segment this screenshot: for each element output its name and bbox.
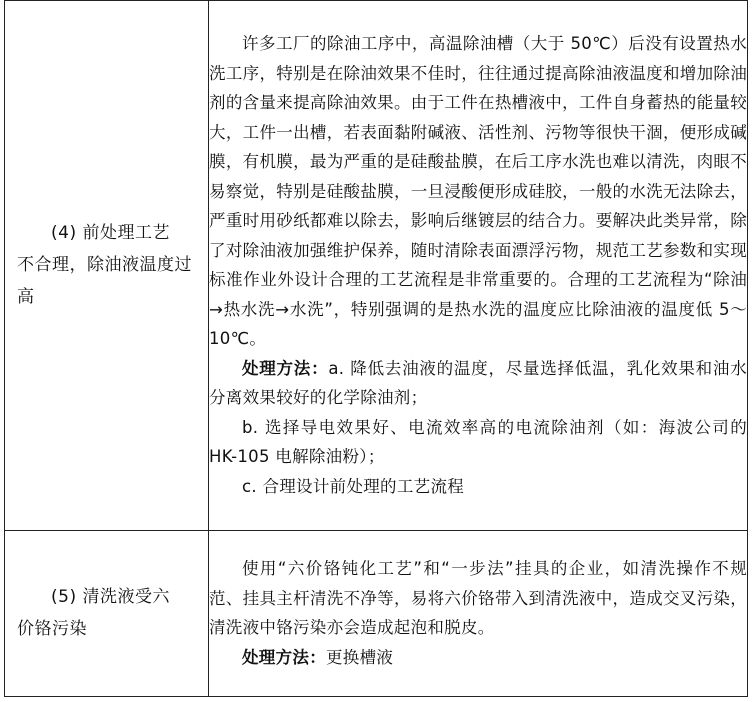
treatment-text: 更换槽液 bbox=[326, 647, 394, 667]
treatment-method bbox=[209, 643, 747, 673]
treatment-method-c: c. 合理设计前处理的工艺流程 bbox=[242, 476, 465, 496]
treatment-method-b: b. 选择导电效果好、电流效率高的电流除油剂（如：海波公司的 HK-105 电解除油粉）； bbox=[209, 417, 747, 467]
cause-title-line1: (4) 前处理工艺 bbox=[51, 223, 170, 244]
treatment-method-a bbox=[209, 354, 747, 413]
treatment-label: 处理方法： bbox=[242, 647, 326, 667]
cause-title-line1: (5) 清洗液受六 bbox=[51, 587, 170, 608]
treatment-text: a. 降低去油液的温度，尽量选择低温，乳化效果和油水分离效果较好的化学除油剂； bbox=[209, 358, 747, 408]
table-row bbox=[5, 1, 748, 531]
description-cell bbox=[209, 530, 748, 696]
treatment-label: 处理方法： bbox=[242, 358, 329, 378]
cause-text bbox=[5, 217, 208, 313]
cause-title-line2: 价铬污染 bbox=[17, 619, 87, 640]
cause-text bbox=[5, 581, 208, 645]
description-paragraph: 使用“六价铬钝化工艺”和“一步法”挂具的企业，如清洗操作不规范、挂具主杆清洗不净等，易将六价铬带入到清洗液中，造成交叉污染，清洗液中铬污染亦会造成起泡和脱皮。 bbox=[209, 559, 747, 638]
description-paragraph: 许多工厂的除油工序中，高温除油槽（大于 50℃）后没有设置热水洗工序，特别是在除油效果不佳时，往往通过提高除油液温度和增加除油剂的含量来提高除油效果。由于工件在热槽液中，工件自身蓄热的能量较大，工件一出槽，若表面黏附碱液、活性剂、污物等很快干涸，便形成碱膜，有机膜，最为严重的是硅酸盐膜，在后工序水洗也难以清洗，肉眼不易察觉，特别是硅酸盐膜，一旦浸酸便形成硅胶，一般的水洗无法除去，严重时用砂纸都难以除去，影响后继镀层的结合力。要解决此类异常，除了对除油液加强维护保养，随时清除表面漂浮污物，规范工艺参数和实现标准作业外设计合理的工艺流程是非常重要的。合理的工艺流程为“除油→热水洗→水洗”，特别强调的是热水洗的温度应比除油液的温度低 5～10℃。 bbox=[209, 34, 747, 349]
cause-cell bbox=[5, 530, 209, 696]
table-row bbox=[5, 530, 748, 696]
description-cell bbox=[209, 1, 748, 531]
defect-table bbox=[4, 0, 748, 697]
cause-cell bbox=[5, 1, 209, 531]
cause-title-line2: 不合理，除油液温度过高 bbox=[17, 255, 192, 308]
